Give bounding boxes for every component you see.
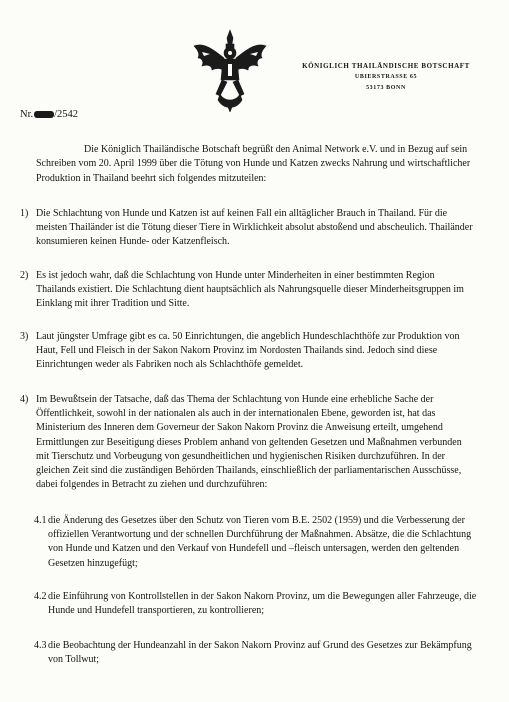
subitem-number: 4.2 [34, 591, 47, 602]
subitem-text: die Beobachtung der Hundeanzahl in der Sakon Nakorn Provinz auf Grund des Gesetzes zur Bekämpfung von Tollwut; [48, 640, 472, 666]
subitem-text: die Einführung von Kontrollstellen in der Sakon Nakorn Provinz, um die Bewegungen aller Fahrzeuge, die Hunde und Hundefell transportieren, zu kontrollieren; [48, 591, 477, 617]
intro-paragraph: Die Königlich Thailändische Botschaft begrüßt den Animal Network e.V. und in Bezug auf sein Schreiben vom 20. April 1999 über die Tötung von Hunde und Katzen zwecks Nahrung und wirtschaftlicher Produktion in Thailand beehrt sich folgendes mitzuteilen: [36, 144, 471, 184]
reference-number [20, 109, 78, 120]
embassy-city: 53173 BONN [366, 85, 406, 91]
list-item [20, 330, 490, 373]
redaction-mark [34, 111, 54, 118]
subitem-text: die Änderung des Gesetzes über den Schutz von Tieren vom B.E. 2502 (1959) und die Verbesserung der offiziellen Verantwortung und der schnellen Durchführung der Maßnahmen. Absätze, die die Schlachtung von Hunde und Katzen und den Verkauf von Hundefell und –fleisch untersagen, werden den geltenden Gesetzen hinzugefügt; [48, 515, 472, 569]
list-item [20, 393, 490, 492]
item-text: Im Bewußtsein der Tatsache, daß das Thema der Schlachtung von Hunde eine erhebliche Sache der Öffentlichkeit, sowohl in der nationalen als auch in der internationalen Ebene, geworden ist, hat das Ministerium des Inneren dem Governeur der Sakon Nakorn Provinz die Anweisung erteilt, umgehend Ermittlungen zur Beseitigung dieses Problem anhand von geltenden Gesetzen und Maßnahmen verbunden mit Tierschutz und Vorbeugung von gesundheitlichen und hygienischen Risiken durchzuführen. In der gleichen Zeit sind die zuständigen Behörden Thailands, einschließlich der parliamentarischen Ausschüsse, dabei folgendes in Betracht zu ziehen und durchzuführen: [36, 394, 462, 491]
garuda-emblem-icon [190, 28, 270, 112]
reference-suffix: /2542 [54, 109, 79, 120]
item-text: Laut jüngster Umfrage gibt es ca. 50 Einrichtungen, die angeblich Hundeschlachthöfe zur Produktion von Haut, Fell und Fleisch in der Sakon Nakorn Provinz im Nordosten Thailands sind. Jedoch sind diese Einrichtungen weder als Fabriken noch als Schlachthöfe gemeldet. [36, 331, 460, 371]
subitem-number: 4.1 [34, 515, 47, 526]
item-text: Es ist jedoch wahr, daß die Schlachtung von Hunde unter Minderheiten in einer bestimmten Region Thailands existiert. Die Schlachtung dient hauptsächlich als Nahrungsquelle dieser Minderheitsgruppen im Einklang mit ihrer Tradition und Sitte. [36, 270, 464, 310]
embassy-street: UBIERSTRASSE 65 [354, 74, 418, 80]
item-number: 4) [20, 394, 29, 405]
sub-list-item [34, 639, 484, 667]
sub-list-item [34, 590, 484, 618]
item-number: 2) [20, 270, 29, 281]
item-text: Die Schlachtung von Hunde und Katzen ist auf keinen Fall ein alltäglicher Brauch in Thailand. Für die meisten Thailänder ist die Tötung dieser Tiere in Wirklichkeit absolut abstoßend und abscheulich. Thailänder konsumieren keinen Hunde- oder Katzenfleisch. [36, 208, 473, 248]
subitem-number: 4.3 [34, 640, 47, 651]
list-item [20, 207, 490, 250]
list-item [20, 269, 490, 312]
reference-prefix: Nr. [20, 109, 34, 120]
sub-list-item [34, 514, 484, 571]
embassy-name: KÖNIGLICH THAILÄNDISCHE BOTSCHAFT [302, 62, 470, 70]
item-number: 1) [20, 208, 29, 219]
letterhead [286, 61, 486, 94]
item-number: 3) [20, 331, 29, 342]
